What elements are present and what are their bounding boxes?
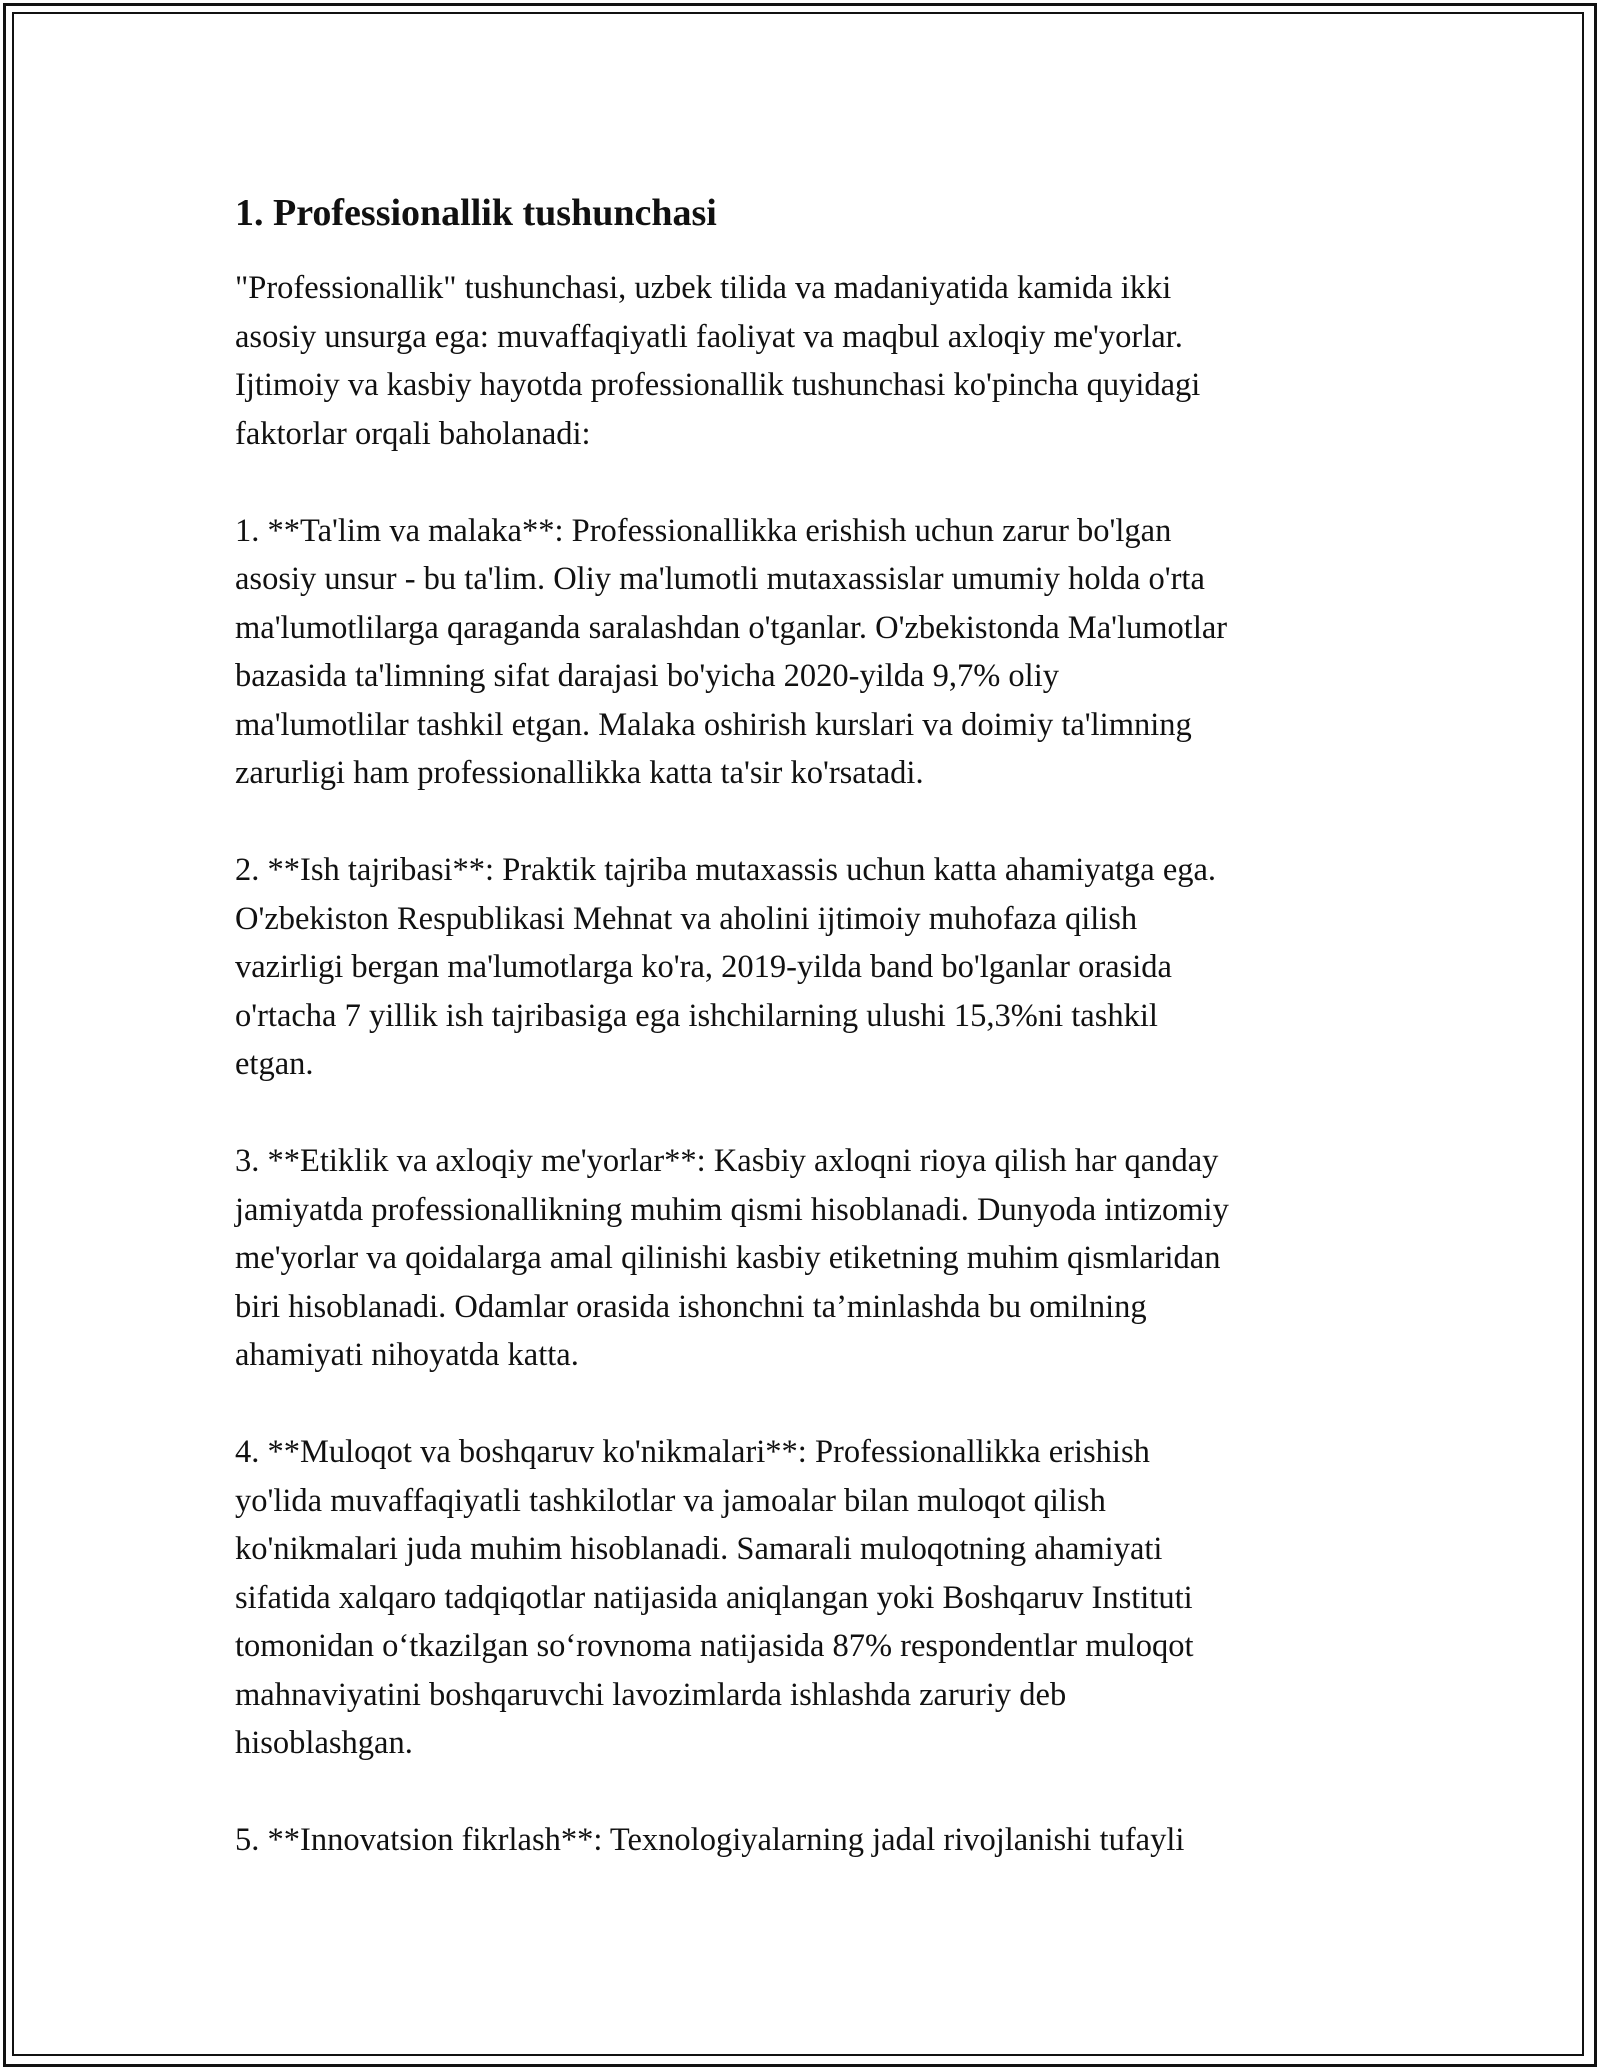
- text-line: "Professionallik" tushunchasi, uzbek tilida va madaniyatida kamida ikki: [235, 270, 1172, 306]
- list-item-communication: [235, 1428, 1370, 1768]
- section-heading: 1. Professionallik tushunchasi: [235, 192, 717, 234]
- list-item-ethics: [235, 1137, 1370, 1380]
- text-line: ma'lumotlilarga qaraganda saralashdan o'tganlar. O'zbekistonda Ma'lumotlar: [235, 609, 1228, 646]
- text-line: bazasida ta'limning sifat darajasi bo'yicha 2020-yilda 9,7% oliy: [235, 658, 1059, 694]
- intro-paragraph: [235, 264, 1370, 458]
- text-line: 5. **Innovatsion fikrlash**: Texnologiyalarning jadal rivojlanishi tufayli: [235, 1822, 1185, 1858]
- text-line: 3. **Etiklik va axloqiy me'yorlar**: Kasbiy axloqni rioya qilish har qanday: [235, 1143, 1219, 1179]
- text-line: etgan.: [235, 1046, 314, 1082]
- text-line: hisoblashgan.: [235, 1725, 413, 1761]
- text-line: asosiy unsur - bu ta'lim. Oliy ma'lumotli mutaxassislar umumiy holda o'rta: [235, 561, 1205, 597]
- text-line: O'zbekiston Respublikasi Mehnat va aholini ijtimoiy muhofaza qilish: [235, 900, 1138, 937]
- text-line: vazirligi bergan ma'lumotlarga ko'ra, 2019-yilda band bo'lganlar orasida: [235, 949, 1172, 985]
- list-item-education: [235, 507, 1370, 798]
- text-line: Ijtimoiy va kasbiy hayotda professionallik tushunchasi ko'pincha quyidagi: [235, 367, 1201, 403]
- text-line: biri hisoblanadi. Odamlar orasida ishonchni ta’minlashda bu omilning: [235, 1288, 1147, 1325]
- text-line: ahamiyati nihoyatda katta.: [235, 1337, 579, 1373]
- text-line: zarurligi ham professionallikka katta ta'sir ko'rsatadi.: [235, 755, 924, 791]
- text-line: 4. **Muloqot va boshqaruv ko'nikmalari**: Professionallikka erishish: [235, 1434, 1150, 1470]
- text-line: jamiyatda professionallikning muhim qismi hisoblanadi. Dunyoda intizomiy: [235, 1191, 1229, 1228]
- text-line: sifatida xalqaro tadqiqotlar natijasida aniqlangan yoki Boshqaruv Instituti: [235, 1579, 1193, 1616]
- list-item-work-experience: [235, 846, 1370, 1089]
- text-line: tomonidan o‘tkazilgan so‘rovnoma natijasida 87% respondentlar muloqot: [235, 1628, 1194, 1664]
- text-line: o'rtacha 7 yillik ish tajribasiga ega ishchilarning ulushi 15,3%ni tashkil: [235, 997, 1158, 1034]
- text-line: ma'lumotlilar tashkil etgan. Malaka oshirish kurslari va doimiy ta'limning: [235, 706, 1192, 743]
- text-line: me'yorlar va qoidalarga amal qilinishi kasbiy etiketning muhim qismlaridan: [235, 1240, 1221, 1276]
- text-line: yo'lida muvaffaqiyatli tashkilotlar va jamoalar bilan muloqot qilish: [235, 1482, 1106, 1519]
- text-line: mahnaviyatini boshqaruvchi lavozimlarda ishlashda zaruriy deb: [235, 1676, 1067, 1713]
- document-body: [235, 188, 1370, 1913]
- text-line: ko'nikmalari juda muhim hisoblanadi. Samarali muloqotning ahamiyati: [235, 1531, 1163, 1567]
- text-line: faktorlar orqali baholanadi:: [235, 415, 591, 452]
- text-line: 1. **Ta'lim va malaka**: Professionallikka erishish uchun zarur bo'lgan: [235, 512, 1172, 549]
- text-line: 2. **Ish tajribasi**: Praktik tajriba mutaxassis uchun katta ahamiyatga ega.: [235, 852, 1217, 888]
- text-line: asosiy unsurga ega: muvaffaqiyatli faoliyat va maqbul axloqiy me'yorlar.: [235, 318, 1183, 355]
- list-item-innovation: [235, 1816, 1370, 1865]
